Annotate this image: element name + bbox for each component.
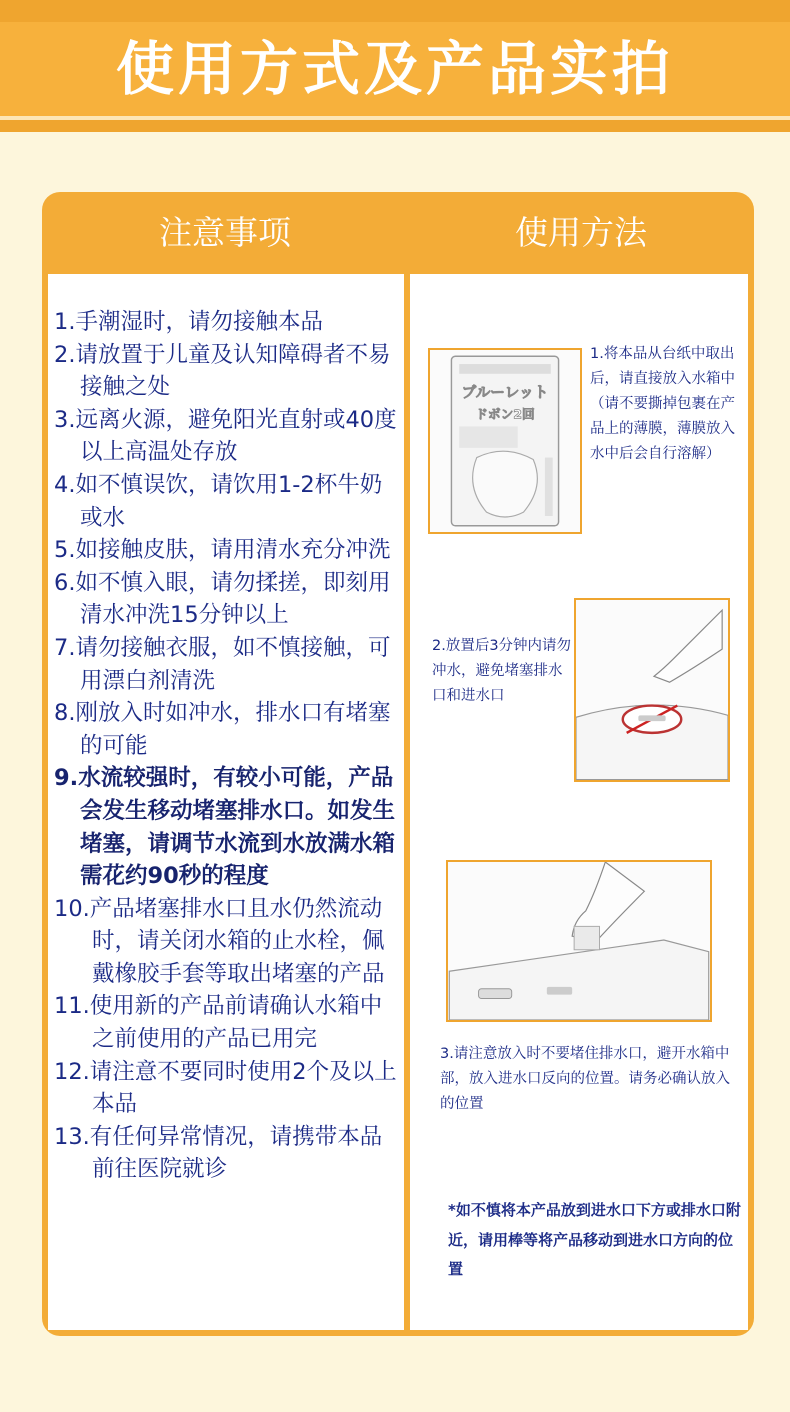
- toilet-lever-illustration: [576, 600, 728, 780]
- precaution-item-emphasized: 9.水流较强时，有较小可能，产品会发生移动堵塞排水口。如发生堵塞，请调节水流到水放满水箱需花约90秒的程度: [54, 765, 396, 890]
- usage-header: 使用方法: [515, 213, 647, 252]
- precaution-item: 2.请放置于儿童及认知障碍者不易接触之处: [54, 341, 391, 401]
- usage-step-1: 1.将本品从台纸中取出后，请直接放入水箱中（请不要撕掉包裹在产品上的薄膜，薄膜放入水中后会自行溶解）: [590, 346, 735, 462]
- precaution-item: 11.使用新的产品前请确认水箱中之前使用的产品已用完: [54, 993, 383, 1053]
- tank-placement-illustration: [448, 862, 710, 1020]
- precautions-list: [54, 306, 404, 1186]
- product-package-illustration: [430, 350, 580, 532]
- product-package-image: [428, 348, 582, 534]
- svg-text:ドボン2回: ドボン2回: [475, 406, 535, 422]
- svg-text:ブルーレット: ブルーレット: [461, 384, 549, 402]
- precaution-item: 10.产品堵塞排水口且水仍然流动时，请关闭水箱的止水栓，佩戴橡胶手套等取出堵塞的产品: [54, 895, 385, 987]
- precaution-item: 6.如不慎入眼，请勿揉搓，即刻用清水冲洗15分钟以上: [54, 569, 391, 629]
- banner-divider: [0, 116, 790, 120]
- usage-step-2: 2.放置后3分钟内请勿冲水，避免堵塞排水口和进水口: [432, 638, 572, 704]
- precaution-item: 4.如不慎误饮，请饮用1-2杯牛奶或水: [54, 471, 383, 531]
- precaution-item: 13.有任何异常情况，请携带本品前往医院就诊: [54, 1123, 383, 1183]
- precaution-item: 1.手潮湿时，请勿接触本品: [54, 309, 323, 335]
- precautions-header: 注意事项: [159, 213, 291, 252]
- tank-placement-image: [446, 860, 712, 1022]
- usage-warning-note: *如不慎将本产品放到进水口下方或排水口附近，请用棒等将产品移动到进水口方向的位置: [448, 1201, 741, 1278]
- precaution-item: 3.远离火源，避免阳光直射或40度以上高温处存放: [54, 406, 397, 466]
- precaution-item: 8.刚放入时如冲水，排水口有堵塞的可能: [54, 700, 391, 759]
- usage-step-3: 3.请注意放入时不要堵住排水口，避开水箱中部，放入进水口反向的位置。请务必确认放入的位置: [440, 1046, 730, 1112]
- precaution-item: 7.请勿接触衣服，如不慎接触，可用漂白剂清洗: [54, 634, 391, 694]
- toilet-lever-image: [574, 598, 730, 782]
- page-title: 使用方式及产品实拍: [115, 35, 674, 103]
- precaution-item: 12.请注意不要同时使用2个及以上本品: [54, 1058, 397, 1118]
- precaution-item: 5.如接触皮肤，请用清水充分冲洗: [54, 537, 391, 564]
